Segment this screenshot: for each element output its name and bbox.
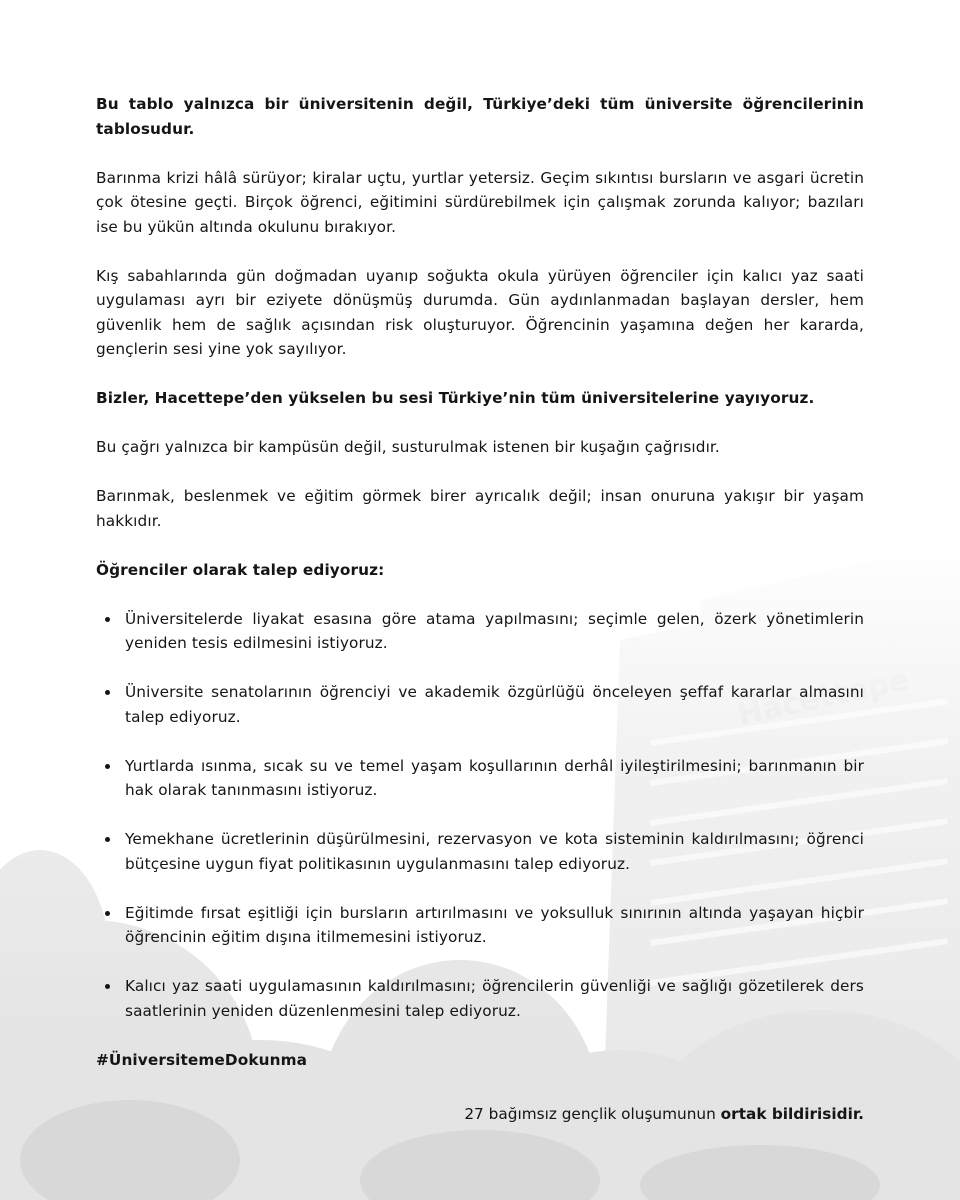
bullet-icon xyxy=(105,837,110,842)
signature-emphasis: ortak bildirisidir. xyxy=(720,1105,864,1123)
spread-paragraph: Bizler, Hacettepe’den yükselen bu sesi Türkiye’nin tüm üniversitelerine yayıyoruz. xyxy=(96,389,815,407)
headline-paragraph: Bu tablo yalnızca bir üniversitenin değil, Türkiye’deki tüm üniversite öğrencilerinin tablosudur. xyxy=(96,95,864,138)
signature-line xyxy=(464,1102,864,1127)
demand-text: Üniversite senatolarının öğrenciyi ve akademik özgürlüğü önceleyen şeffaf kararlar almasını talep ediyoruz. xyxy=(125,683,864,726)
summer-time-paragraph: Kış sabahlarında gün doğmadan uyanıp soğukta okula yürüyen öğrenciler için kalıcı yaz saati uygulaması ayrı bir eziyete dönüşmüş durumda. Gün aydınlanmadan başlayan dersler, hem güvenlik hem de sağlık açısından risk oluşturuyor. Öğrencinin yaşamına değen her kararda, gençlerin sesi yine yok sayılıyor. xyxy=(96,266,864,358)
list-item xyxy=(96,827,864,876)
demands-heading: Öğrenciler olarak talep ediyoruz: xyxy=(96,560,385,579)
statement-document xyxy=(96,92,864,1072)
rights-paragraph: Barınmak, beslenmek ve eğitim görmek birer ayrıcalık değil; insan onuruna yakışır bir yaşam hakkıdır. xyxy=(96,487,864,530)
demand-text: Kalıcı yaz saati uygulamasının kaldırılmasını; öğrencilerin güvenliği ve sağlığı gözetilerek ders saatlerinin yeniden düzenlenmesini talep ediyoruz. xyxy=(125,977,864,1020)
demands-list xyxy=(96,607,864,1024)
list-item xyxy=(96,754,864,803)
demand-text: Yemekhane ücretlerinin düşürülmesini, rezervasyon ve kota sisteminin kaldırılmasını; öğrenci bütçesine uygun fiyat politikasının uygulanmasını talep ediyoruz. xyxy=(125,830,864,873)
list-item xyxy=(96,680,864,729)
bullet-icon xyxy=(105,984,110,989)
bullet-icon xyxy=(105,617,110,622)
list-item xyxy=(96,974,864,1023)
list-item xyxy=(96,901,864,950)
signature-prefix: 27 bağımsız gençlik oluşumunun xyxy=(464,1105,721,1123)
bullet-icon xyxy=(105,690,110,695)
call-paragraph: Bu çağrı yalnızca bir kampüsün değil, susturulmak istenen bir kuşağın çağrısıdır. xyxy=(96,438,720,456)
demand-text: Yurtlarda ısınma, sıcak su ve temel yaşam koşullarının derhâl iyileştirilmesini; barınmanın bir hak olarak tanınmasını istiyoruz. xyxy=(125,756,864,799)
bullet-icon xyxy=(105,911,110,916)
demand-text: Üniversitelerde liyakat esasına göre atama yapılmasını; seçimle gelen, özerk yönetimlerin yeniden tesis edilmesini istiyoruz. xyxy=(125,609,864,652)
housing-paragraph: Barınma krizi hâlâ sürüyor; kiralar uçtu, yurtlar yetersiz. Geçim sıkıntısı bursların ve asgari ücretin çok ötesine geçti. Birçok öğrenci, eğitimini sürdürebilmek için çalışmak zorunda kalıyor; bazıları ise bu yükün altında okulunu bırakıyor. xyxy=(96,168,864,236)
list-item xyxy=(96,607,864,656)
hashtag: #ÜniversitemeDokunma xyxy=(96,1050,308,1069)
demand-text: Eğitimde fırsat eşitliği için bursların artırılmasını ve yoksulluk sınırının altında yaşayan hiçbir öğrencinin eğitim dışına itilmemesini istiyoruz. xyxy=(125,903,864,946)
bullet-icon xyxy=(105,764,110,769)
